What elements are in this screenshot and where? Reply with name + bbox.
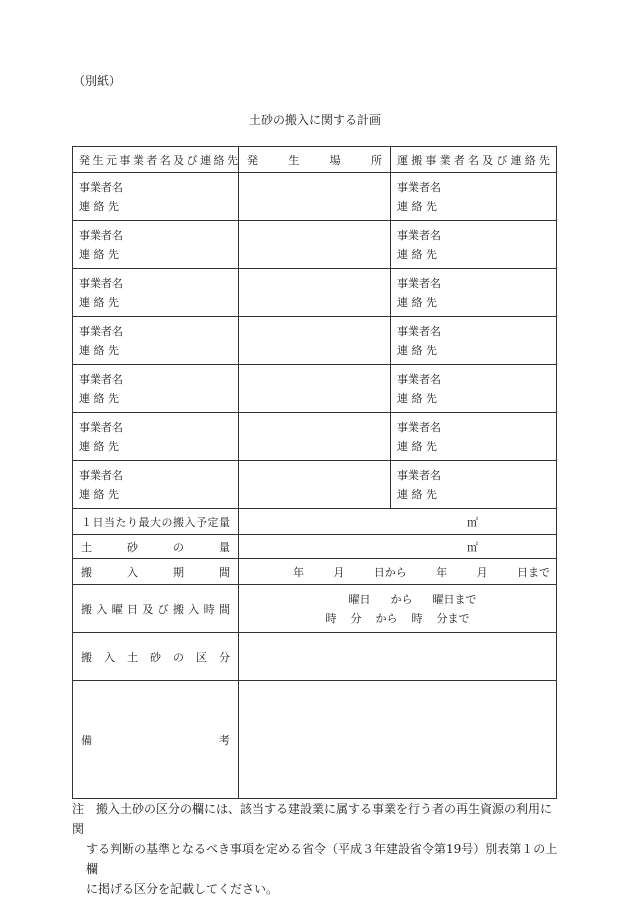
label-char: 者 [146, 153, 158, 167]
transport-company-name-label: 事業者名 [397, 468, 441, 482]
label-char: 期 [173, 565, 184, 579]
label-char: 入 [127, 565, 138, 579]
label-char: 入 [184, 515, 196, 529]
source-company-contact-label: 連 絡 先 [79, 439, 119, 453]
label-char: 連 [200, 153, 212, 167]
transport-company-contact-label: 連 絡 先 [397, 247, 437, 261]
label-char: 間 [219, 565, 230, 579]
footnote [72, 799, 558, 899]
label-char: 量 [219, 515, 230, 529]
header-row [73, 147, 557, 173]
source-company-cell[interactable] [73, 317, 239, 365]
label-char: び [157, 602, 169, 616]
weekday-line [239, 590, 556, 609]
source-company-cell[interactable] [73, 461, 239, 509]
label-char: 砂 [127, 540, 138, 554]
entry-row [73, 221, 557, 269]
label-char: 及 [173, 153, 185, 167]
label-char: 絡 [213, 153, 225, 167]
period-part: 年 [436, 565, 448, 579]
time-part: 分 [350, 611, 362, 625]
label-char: 分 [219, 650, 230, 664]
source-company-cell[interactable] [73, 173, 239, 221]
label-char: た [115, 515, 127, 529]
label-char: 日 [92, 515, 104, 529]
entry-row [73, 413, 557, 461]
transport-company-contact-label: 連 絡 先 [397, 295, 437, 309]
location-cell[interactable] [239, 221, 391, 269]
label-char: り [127, 515, 138, 529]
label-char: 及 [142, 602, 154, 616]
location-cell[interactable] [239, 317, 391, 365]
label-char: 運 [397, 153, 408, 167]
label-char: 搬 [172, 602, 184, 616]
source-company-contact-label: 連 絡 先 [79, 199, 119, 213]
daily-max-unit: ㎡ [467, 515, 478, 529]
transport-company-contact-label: 連 絡 先 [397, 199, 437, 213]
period-part: 月 [333, 565, 345, 579]
notes-row-value[interactable] [239, 681, 557, 799]
transport-company-contact-label: 連 絡 先 [397, 391, 437, 405]
soil-amount-unit: ㎡ [467, 540, 478, 554]
label-char: 絡 [524, 153, 536, 167]
label-char: 業 [132, 153, 144, 167]
transport-company-cell[interactable] [391, 461, 557, 509]
period-part: 日から [373, 565, 407, 579]
transport-company-name-label: 事業者名 [397, 372, 441, 386]
label-char: び [496, 153, 508, 167]
transport-company-name-label: 事業者名 [397, 420, 441, 434]
label-char: 業 [439, 153, 451, 167]
time-part: から [375, 611, 398, 625]
label-char: 日 [126, 602, 138, 616]
footnote-line-3: に掲げる区分を記載してください。 [86, 882, 279, 896]
label-char: 入 [188, 602, 200, 616]
source-company-contact-label: 連 絡 先 [79, 247, 119, 261]
label-char: 名 [467, 153, 479, 167]
label-char: 先 [226, 153, 238, 167]
label-char: 時 [203, 602, 215, 616]
transport-company-cell[interactable] [391, 413, 557, 461]
entry-row [73, 365, 557, 413]
period-row-label [73, 559, 239, 585]
soil-amount-row-label [73, 535, 239, 559]
weekday-part: から [390, 592, 413, 606]
label-char: 搬 [81, 565, 92, 579]
source-company-name-label: 事業者名 [79, 180, 123, 194]
label-char: １ [81, 515, 92, 529]
label-char: 最 [138, 515, 150, 529]
label-char: 所 [370, 153, 382, 167]
label-char: 者 [453, 153, 465, 167]
soil-amount-row-value[interactable] [239, 535, 557, 559]
label-char: 発 [79, 153, 90, 167]
soil-class-row-label [73, 633, 239, 681]
time-part: 時 [325, 611, 337, 625]
header-transport-company [391, 147, 557, 173]
label-char: 及 [482, 153, 494, 167]
soil-class-row-value[interactable] [239, 633, 557, 681]
source-company-cell[interactable] [73, 413, 239, 461]
location-cell[interactable] [239, 269, 391, 317]
source-company-name-label: 事業者名 [79, 372, 123, 386]
transport-company-contact-label: 連 絡 先 [397, 487, 437, 501]
label-char: の [173, 650, 184, 664]
document-title: 土砂の搬入に関する計画 [248, 113, 381, 127]
period-part: 日まで [516, 565, 550, 579]
label-char: 事 [425, 153, 437, 167]
label-char: 定 [207, 515, 219, 529]
period-part: 月 [476, 565, 488, 579]
label-char: 曜 [111, 602, 123, 616]
period-row [73, 559, 557, 585]
location-cell[interactable] [239, 365, 391, 413]
notes-row-label [73, 681, 239, 799]
location-cell[interactable] [239, 413, 391, 461]
label-char: 搬 [81, 602, 92, 616]
label-char: 事 [119, 153, 131, 167]
source-company-name-label: 事業者名 [79, 468, 123, 482]
days-times-row [73, 585, 557, 633]
label-char: 搬 [173, 515, 184, 529]
label-char: 生 [92, 153, 104, 167]
label-char: 間 [218, 602, 230, 616]
source-company-cell[interactable] [73, 221, 239, 269]
source-company-contact-label: 連 絡 先 [79, 487, 119, 501]
entry-row [73, 269, 557, 317]
transport-company-cell[interactable] [391, 221, 557, 269]
label-char: 生 [288, 153, 300, 167]
source-company-contact-label: 連 絡 先 [79, 391, 119, 405]
label-char: 元 [105, 153, 117, 167]
label-char: 考 [219, 733, 230, 747]
transport-company-contact-label: 連 絡 先 [397, 439, 437, 453]
transport-company-cell[interactable] [391, 317, 557, 365]
label-char: 連 [510, 153, 522, 167]
period-fields [239, 564, 556, 580]
days-times-row-label [73, 585, 239, 633]
transport-company-cell[interactable] [391, 365, 557, 413]
weekday-part: 曜日まで [432, 592, 477, 606]
source-company-name-label: 事業者名 [79, 276, 123, 290]
label-char: 入 [96, 602, 108, 616]
label-char: 予 [196, 515, 207, 529]
source-company-contact-label: 連 絡 先 [79, 295, 119, 309]
attachment-label: （別紙） [73, 74, 122, 88]
transport-company-name-label: 事業者名 [397, 180, 441, 194]
footnote-line-2: する判断の基準となるべき事項を定める省令（平成３年建設省令第19号）別表第１の上欄 [86, 842, 558, 876]
source-company-name-label: 事業者名 [79, 420, 123, 434]
weekday-part: 曜日 [348, 592, 371, 606]
time-line [239, 609, 556, 628]
days-times-fields [239, 590, 556, 628]
location-cell[interactable] [239, 173, 391, 221]
label-char: 量 [219, 540, 230, 554]
notes-row [73, 681, 557, 799]
entry-row [73, 461, 557, 509]
header-source-company [73, 147, 239, 173]
label-char: び [186, 153, 198, 167]
source-company-name-label: 事業者名 [79, 228, 123, 242]
period-row-value[interactable] [239, 559, 557, 585]
source-company-contact-label: 連 絡 先 [79, 343, 119, 357]
time-part: 分まで [436, 611, 470, 625]
daily-max-row-value[interactable] [239, 509, 557, 535]
label-char: 入 [104, 650, 115, 664]
transport-company-contact-label: 連 絡 先 [397, 343, 437, 357]
transport-company-name-label: 事業者名 [397, 276, 441, 290]
footnote-lead: 注 [72, 802, 85, 816]
label-char: 搬 [81, 650, 92, 664]
label-char: 区 [196, 650, 207, 664]
label-char: 先 [538, 153, 550, 167]
label-char: 砂 [150, 650, 161, 664]
entry-row [73, 173, 557, 221]
transport-company-name-label: 事業者名 [397, 228, 441, 242]
label-char: 名 [159, 153, 171, 167]
daily-max-row-label [73, 509, 239, 535]
transport-company-cell[interactable] [391, 269, 557, 317]
label-char: の [173, 540, 184, 554]
time-part: 時 [411, 611, 423, 625]
soil-import-plan-table [72, 146, 557, 799]
label-char: 土 [127, 650, 138, 664]
label-char: 場 [329, 153, 341, 167]
daily-max-row [73, 509, 557, 535]
soil-class-row [73, 633, 557, 681]
label-char: 当 [104, 515, 115, 529]
period-part: 年 [293, 565, 304, 579]
entry-row [73, 317, 557, 365]
label-char: 発 [247, 153, 258, 167]
transport-company-name-label: 事業者名 [397, 324, 441, 338]
label-char: 搬 [411, 153, 423, 167]
transport-company-cell[interactable] [391, 173, 557, 221]
days-times-row-value[interactable] [239, 585, 557, 633]
soil-amount-row [73, 535, 557, 559]
footnote-line-1: 搬入土砂の区分の欄には、該当する建設業に属する事業を行う者の再生資源の利用に関 [72, 802, 553, 836]
label-char: 土 [81, 540, 92, 554]
source-company-cell[interactable] [73, 269, 239, 317]
label-char: 備 [81, 733, 92, 747]
header-location [239, 147, 391, 173]
source-company-cell[interactable] [73, 365, 239, 413]
source-company-name-label: 事業者名 [79, 324, 123, 338]
label-char: 大 [150, 515, 161, 529]
label-char: の [161, 515, 173, 529]
location-cell[interactable] [239, 461, 391, 509]
